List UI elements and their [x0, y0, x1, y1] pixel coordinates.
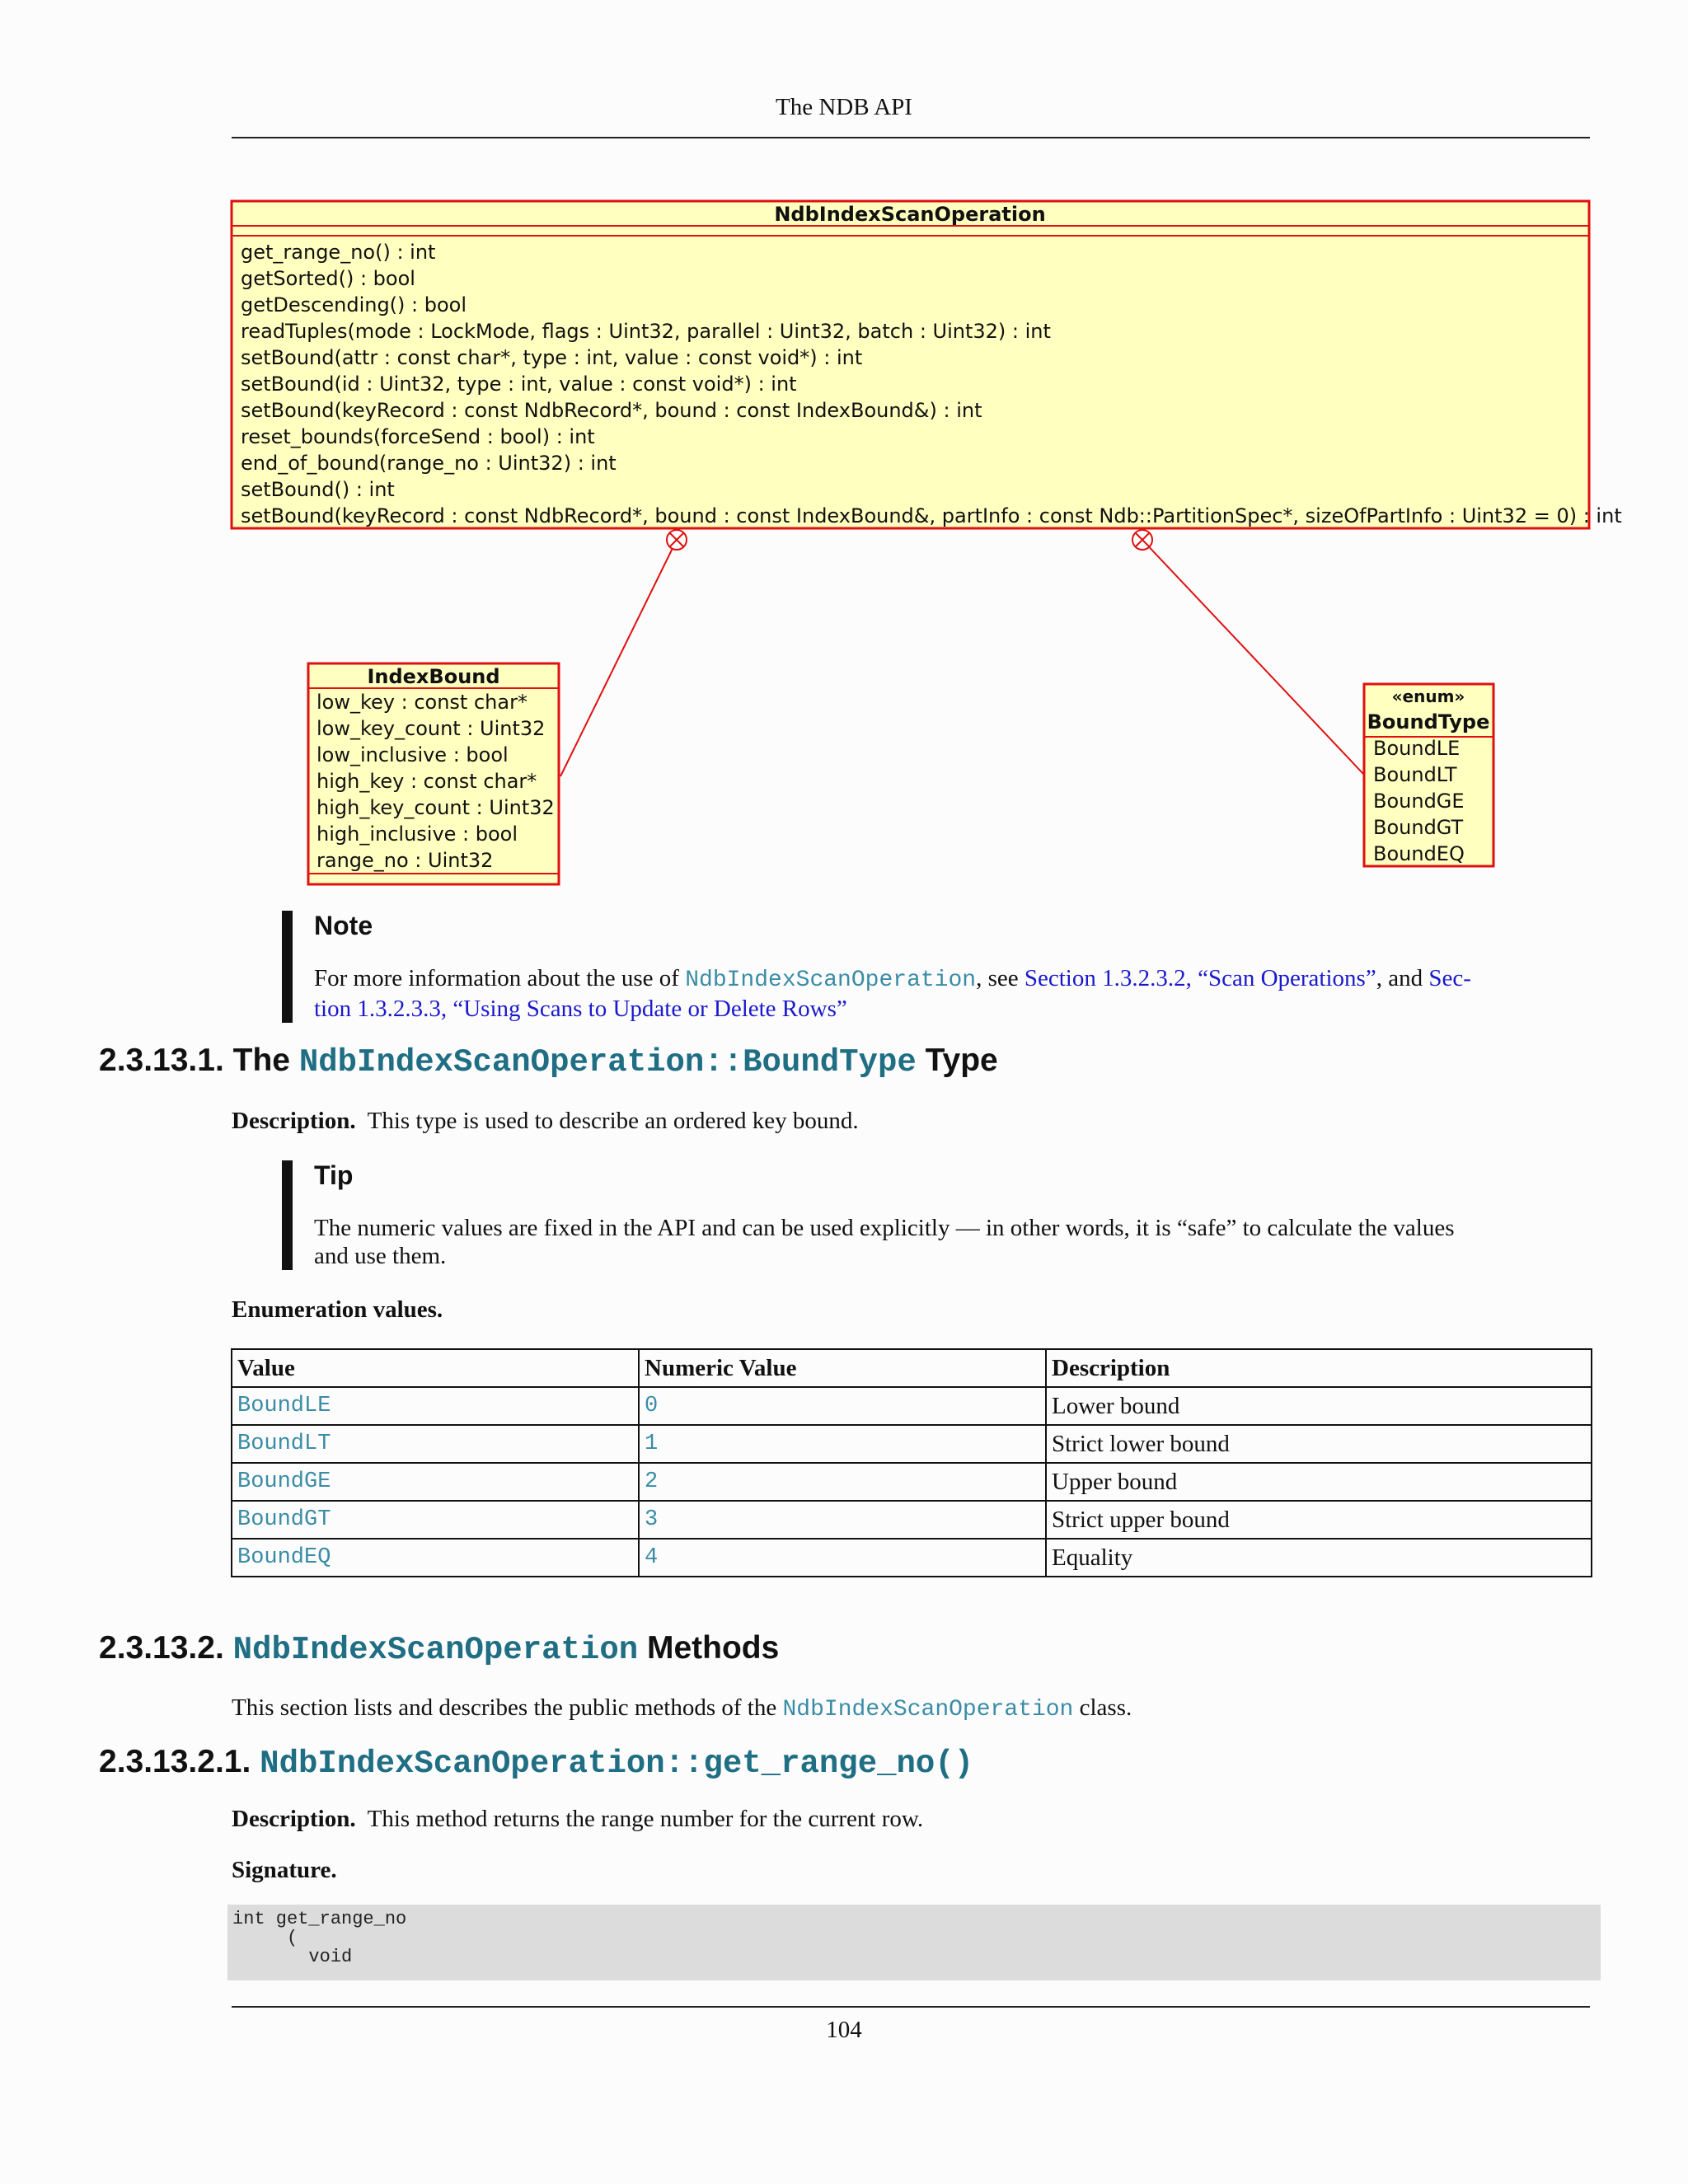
table-row	[232, 1539, 1592, 1577]
class-reference[interactable]: NdbIndexScanOperation	[782, 1697, 1074, 1722]
value-cell[interactable]: BoundLE	[232, 1387, 639, 1425]
composition-marker-indexbound	[667, 530, 687, 550]
tip-box	[282, 1160, 1575, 1270]
signature-code-block: int get_range_no ( void	[227, 1905, 1601, 1980]
uml-method: setBound(keyRecord : const NdbRecord*, bound : const IndexBound&) : int	[241, 399, 982, 422]
class-name: NdbIndexScanOperation	[774, 203, 1046, 226]
class-name: IndexBound	[367, 665, 500, 688]
uml-class-diagram	[0, 0, 1688, 898]
numeric-cell[interactable]: 4	[639, 1539, 1046, 1577]
uml-method: getSorted() : bool	[241, 267, 415, 290]
numeric-cell[interactable]: 0	[639, 1387, 1046, 1425]
column-header: Description	[1046, 1349, 1592, 1387]
link-scan-operations[interactable]: Section 1.3.2.3.2, “Scan Operations”	[1024, 965, 1376, 991]
table-header-row	[232, 1349, 1592, 1387]
enum-name: BoundType	[1367, 710, 1490, 733]
section-heading-get-range-no: 2.3.13.2.1. NdbIndexScanOperation::get_range_no()	[99, 1744, 974, 1782]
value-cell[interactable]: BoundGE	[232, 1463, 639, 1501]
running-header: The NDB API	[776, 94, 912, 120]
enum-box-boundtype	[1364, 684, 1493, 866]
get-range-no-description: Description. This method returns the range number for the current row.	[232, 1806, 924, 1832]
numeric-cell[interactable]: 3	[639, 1501, 1046, 1539]
stereotype-label: «enum»	[1391, 687, 1465, 706]
numeric-cell[interactable]: 1	[639, 1425, 1046, 1463]
note-box	[282, 911, 1575, 1023]
uml-attribute: low_key_count : Uint32	[316, 717, 546, 740]
uml-method: readTuples(mode : LockMode, flags : Uint32, parallel : Uint32, batch : Uint32) : int	[241, 320, 1051, 343]
enumeration-values-label: Enumeration values.	[232, 1296, 443, 1323]
uml-attribute: high_inclusive : bool	[316, 823, 518, 846]
uml-enum-value: BoundLE	[1373, 737, 1461, 760]
table-row	[232, 1387, 1592, 1425]
uml-method: getDescending() : bool	[241, 293, 467, 316]
uml-enum-value: BoundLT	[1373, 763, 1457, 786]
value-cell[interactable]: BoundEQ	[232, 1539, 639, 1577]
uml-method: reset_bounds(forceSend : bool) : int	[241, 425, 595, 448]
section-heading-boundtype: 2.3.13.1. The NdbIndexScanOperation::BoundType Type	[99, 1043, 998, 1080]
numeric-cell[interactable]: 2	[639, 1463, 1046, 1501]
uml-enum-value: BoundEQ	[1373, 842, 1465, 865]
note-body: For more information about the use of NdbIndexScanOperation, see Section 1.3.2.3.2, “Scan Operations”, and Sec- tion 1.3.2.3.3, “Using Scans to Update or Delete Rows”	[314, 965, 1471, 1022]
description-cell: Upper bound	[1046, 1463, 1592, 1501]
class-reference[interactable]: NdbIndexScanOperation	[685, 968, 977, 993]
class-box-indexbound	[308, 663, 559, 884]
uml-method: setBound(attr : const char*, type : int, value : const void*) : int	[241, 346, 863, 369]
column-header: Value	[232, 1349, 639, 1387]
class-box-ndbindexscanoperation	[232, 201, 1622, 528]
signature-label: Signature.	[232, 1857, 337, 1883]
association-line-indexbound	[560, 540, 677, 776]
methods-intro: This section lists and describes the public methods of the NdbIndexScanOperation class.	[232, 1694, 1132, 1722]
page-number: 104	[826, 2017, 862, 2043]
composition-marker-boundtype	[1132, 530, 1152, 550]
enumeration-table	[231, 1348, 1592, 1577]
note-title: Note	[314, 911, 373, 940]
footer-rule	[232, 2006, 1590, 2008]
description-cell: Strict lower bound	[1046, 1425, 1592, 1463]
link-using-scans-part2[interactable]: tion 1.3.2.3.3, “Using Scans to Update or Delete Rows”	[314, 996, 847, 1022]
table-row	[232, 1463, 1592, 1501]
uml-attribute: range_no : Uint32	[316, 849, 494, 872]
link-using-scans-part1[interactable]: Sec-	[1428, 965, 1471, 991]
uml-method: end_of_bound(range_no : Uint32) : int	[241, 452, 617, 475]
value-cell[interactable]: BoundGT	[232, 1501, 639, 1539]
description-cell: Lower bound	[1046, 1387, 1592, 1425]
column-header: Numeric Value	[639, 1349, 1046, 1387]
table-row	[232, 1501, 1592, 1539]
uml-enum-value: BoundGT	[1373, 816, 1464, 839]
uml-enum-value: BoundGE	[1373, 790, 1465, 813]
uml-method: setBound(keyRecord : const NdbRecord*, bound : const IndexBound&, partInfo : const Ndb::PartitionSpec*, sizeOfPartInfo : Uint32 = 0) : int	[241, 504, 1622, 527]
uml-attribute: high_key_count : Uint32	[316, 796, 555, 819]
description-cell: Equality	[1046, 1539, 1592, 1577]
tip-body: The numeric values are fixed in the API and can be used explicitly — in other words, it is “safe” to calculate the values and use them.	[314, 1215, 1455, 1269]
table-row	[232, 1425, 1592, 1463]
uml-method: get_range_no() : int	[241, 241, 436, 264]
uml-attribute: high_key : const char*	[316, 770, 537, 793]
uml-method: setBound() : int	[241, 478, 395, 501]
value-cell[interactable]: BoundLT	[232, 1425, 639, 1463]
uml-attribute: low_inclusive : bool	[316, 743, 509, 766]
uml-attribute: low_key : const char*	[316, 691, 528, 714]
uml-method: setBound(id : Uint32, type : int, value : const void*) : int	[241, 373, 797, 396]
description-cell: Strict upper bound	[1046, 1501, 1592, 1539]
boundtype-description: Description. This type is used to describe an ordered key bound.	[232, 1108, 859, 1134]
association-line-boundtype	[1142, 540, 1364, 775]
section-heading-methods: 2.3.13.2. NdbIndexScanOperation Methods	[99, 1630, 780, 1668]
tip-title: Tip	[314, 1160, 354, 1190]
